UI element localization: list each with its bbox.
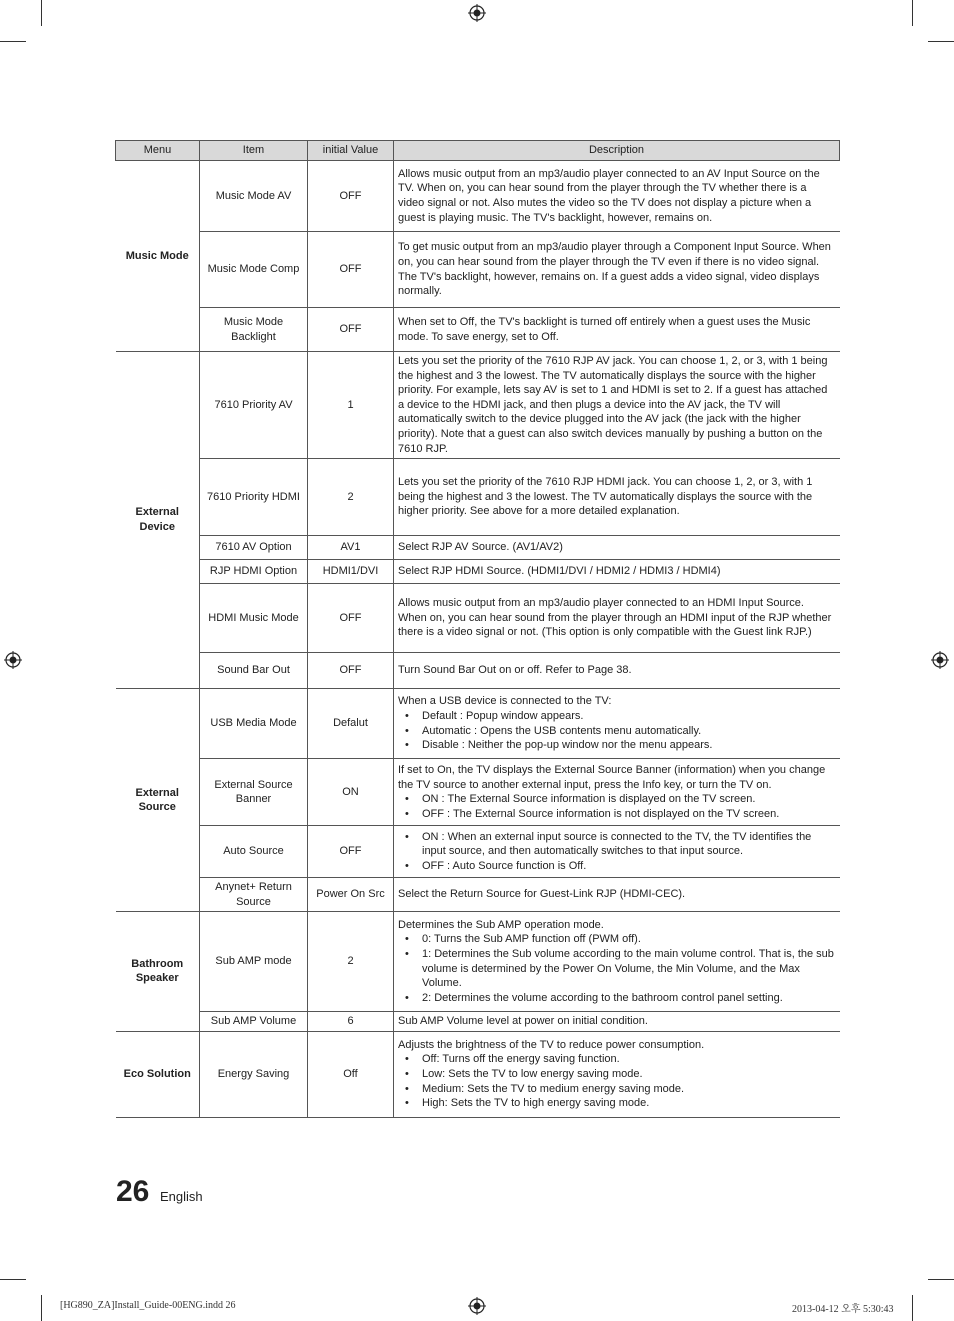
- crop-mark: [41, 0, 42, 26]
- table-row: [116, 560, 840, 584]
- footer-timestamp: 2013-04-12 오후 5:30:43: [792, 1304, 894, 1315]
- description-cell: [394, 232, 840, 308]
- item-cell: Sub AMP mode: [200, 912, 308, 1012]
- bullet-item: • Disable : Neither the pop-up window nor the menu appears.: [398, 738, 836, 753]
- registration-mark-icon: [4, 651, 22, 669]
- crop-mark: [928, 1279, 954, 1280]
- item-cell: Auto Source: [200, 826, 308, 878]
- table-row: [116, 161, 840, 232]
- description-cell: [394, 161, 840, 232]
- table-row: [116, 912, 840, 1012]
- description-cell: [394, 826, 840, 878]
- item-cell: Anynet+ Return Source: [200, 878, 308, 912]
- table-header-row: [116, 141, 840, 161]
- crop-mark: [928, 41, 954, 42]
- bullet-item: • 0: Turns the Sub AMP function off (PWM off).: [398, 932, 836, 947]
- description-cell: [394, 1031, 840, 1117]
- initial-value-cell: OFF: [308, 161, 394, 232]
- description-text: Allows music output from an mp3/audio player connected to an AV Input Source on the TV. When on, you can hear sound from the player through the TV whether there is a video signal or not. Also mutes the video so the TV does not display a picture when a guest is playing music. The TV's backlight, however, remains on.: [398, 167, 820, 224]
- item-cell: 7610 AV Option: [200, 536, 308, 560]
- page-language: English: [160, 1189, 203, 1204]
- bullet-item: • High: Sets the TV to high energy saving mode.: [398, 1096, 836, 1111]
- description-cell: [394, 912, 840, 1012]
- menu-cell: External Device: [116, 352, 200, 689]
- bullet-item: • Low: Sets the TV to low energy saving mode.: [398, 1067, 836, 1082]
- table-row: [116, 878, 840, 912]
- item-cell: USB Media Mode: [200, 689, 308, 759]
- table-row: [116, 759, 840, 826]
- description-text: If set to On, the TV displays the External Source Banner (information) when you change the TV source to another external input, press the Info key, or turn the TV on.: [398, 763, 826, 791]
- bullet-list: [398, 830, 836, 874]
- description-text: Determines the Sub AMP operation mode.: [398, 918, 604, 931]
- description-cell: [394, 878, 840, 912]
- initial-value-cell: Defalut: [308, 689, 394, 759]
- bullet-item: • Automatic : Opens the USB contents menu automatically.: [398, 724, 836, 739]
- crop-mark: [41, 1295, 42, 1321]
- item-cell: 7610 Priority HDMI: [200, 459, 308, 536]
- header-description: Description: [394, 141, 840, 161]
- bullet-list: [398, 792, 836, 821]
- bullet-item: • Off: Turns off the energy saving function.: [398, 1052, 836, 1067]
- table-row: [116, 459, 840, 536]
- initial-value-cell: OFF: [308, 653, 394, 689]
- description-text: Sub AMP Volume level at power on initial condition.: [398, 1015, 648, 1028]
- menu-cell: Bathroom Speaker: [116, 912, 200, 1032]
- description-cell: [394, 759, 840, 826]
- bullet-item: • ON : When an external input source is connected to the TV, the TV identifies the input source, and then automatically switches to that input source.: [398, 830, 836, 859]
- table-row: [116, 232, 840, 308]
- bullet-item: • Default : Popup window appears.: [398, 709, 836, 724]
- description-text: Lets you set the priority of the 7610 RJP AV jack. You can choose 1, 2, or 3, with 1 being the highest and 3 the lowest. The TV automatically displays the source with the higher priority. For example, lets say AV is set to 1 and HDMI is set to 2. If a guest has attached a device to the HDMI jack, and then plugs a device into the AV jack, the TV will automatically switch to the device plugged into the AV jack (the jack with the higher priority). Note that a guest can also switch devices manually by pushing a button on the 7610 RJP.: [398, 355, 828, 455]
- description-text: Select RJP AV Source. (AV1/AV2): [398, 541, 563, 554]
- item-cell: Music Mode AV: [200, 161, 308, 232]
- description-cell: [394, 352, 840, 459]
- description-cell: [394, 1012, 840, 1032]
- description-text: When set to Off, the TV's backlight is turned off entirely when a guest uses the Music mode. To save energy, set to Off.: [398, 315, 811, 343]
- table-row: [116, 584, 840, 653]
- table-body: [116, 161, 840, 1118]
- initial-value-cell: Power On Src: [308, 878, 394, 912]
- item-cell: HDMI Music Mode: [200, 584, 308, 653]
- description-text: Turn Sound Bar Out on or off. Refer to Page 38.: [398, 664, 632, 677]
- bullet-list: [398, 709, 836, 753]
- description-text: When a USB device is connected to the TV:: [398, 695, 612, 708]
- initial-value-cell: AV1: [308, 536, 394, 560]
- item-cell: External Source Banner: [200, 759, 308, 826]
- registration-mark-icon: [468, 4, 486, 22]
- table-row: [116, 1012, 840, 1032]
- header-menu: Menu: [116, 141, 200, 161]
- crop-mark: [0, 41, 26, 42]
- table-row: [116, 352, 840, 459]
- bullet-item: • 2: Determines the volume according to the bathroom control panel setting.: [398, 991, 836, 1006]
- crop-mark: [912, 0, 913, 26]
- menu-cell: Eco Solution: [116, 1031, 200, 1117]
- description-cell: [394, 308, 840, 352]
- bullet-item: • ON : The External Source information is displayed on the TV screen.: [398, 792, 836, 807]
- table-row: [116, 1031, 840, 1117]
- description-text: To get music output from an mp3/audio player through a Component Input Source. When on, you can hear sound from the player through the TV even if there is no video signal. The TV's backlight, however, remains on. If a guest adds a video signal, video displays normally.: [398, 241, 831, 298]
- settings-table: [115, 140, 840, 1118]
- initial-value-cell: 2: [308, 459, 394, 536]
- bullet-item: • Medium: Sets the TV to medium energy saving mode.: [398, 1082, 836, 1097]
- menu-cell: External Source: [116, 689, 200, 912]
- crop-mark: [0, 1279, 26, 1280]
- description-text: Select RJP HDMI Source. (HDMI1/DVI / HDMI2 / HDMI3 / HDMI4): [398, 565, 721, 578]
- table-row: [116, 689, 840, 759]
- initial-value-cell: OFF: [308, 826, 394, 878]
- item-cell: Music Mode Backlight: [200, 308, 308, 352]
- item-cell: Music Mode Comp: [200, 232, 308, 308]
- description-cell: [394, 689, 840, 759]
- item-cell: Sub AMP Volume: [200, 1012, 308, 1032]
- description-cell: [394, 560, 840, 584]
- initial-value-cell: 6: [308, 1012, 394, 1032]
- item-cell: Sound Bar Out: [200, 653, 308, 689]
- bullet-item: • OFF : Auto Source function is Off.: [398, 859, 836, 874]
- item-cell: RJP HDMI Option: [200, 560, 308, 584]
- table-row: [116, 536, 840, 560]
- bullet-list: [398, 932, 836, 1005]
- footer-file: [HG890_ZA]Install_Guide-00ENG.indd 26: [60, 1300, 236, 1311]
- description-text: Allows music output from an mp3/audio player connected to an HDMI Input Source. When on, you can hear sound from the player through an HDMI input of the RJP whether there is a video signal or not. (This option is only compatible with the Guest link RJP.): [398, 597, 832, 639]
- description-cell: [394, 459, 840, 536]
- table-row: [116, 653, 840, 689]
- item-cell: Energy Saving: [200, 1031, 308, 1117]
- initial-value-cell: HDMI1/DVI: [308, 560, 394, 584]
- menu-cell: Music Mode: [116, 161, 200, 352]
- bullet-list: [398, 1052, 836, 1110]
- crop-mark: [912, 1295, 913, 1321]
- initial-value-cell: Off: [308, 1031, 394, 1117]
- bullet-item: • 1: Determines the Sub volume according to the main volume control. That is, the sub volume is determined by the Power On Volume, the Min Volume, and the Max Volume.: [398, 947, 836, 991]
- registration-mark-icon: [931, 651, 949, 669]
- description-cell: [394, 536, 840, 560]
- table-row: [116, 308, 840, 352]
- description-cell: [394, 584, 840, 653]
- description-text: Lets you set the priority of the 7610 RJP HDMI jack. You can choose 1, 2, or 3, with 1 being the highest and 3 the lowest. The TV automatically displays the source with the higher priority. See above for a more detailed explanation.: [398, 476, 813, 518]
- header-initial-value: initial Value: [308, 141, 394, 161]
- table-row: [116, 826, 840, 878]
- initial-value-cell: OFF: [308, 232, 394, 308]
- bullet-item: • OFF : The External Source information is not displayed on the TV screen.: [398, 807, 836, 822]
- item-cell: 7610 Priority AV: [200, 352, 308, 459]
- initial-value-cell: 2: [308, 912, 394, 1012]
- initial-value-cell: OFF: [308, 308, 394, 352]
- description-cell: [394, 653, 840, 689]
- initial-value-cell: OFF: [308, 584, 394, 653]
- description-text: Select the Return Source for Guest-Link RJP (HDMI-CEC).: [398, 888, 686, 901]
- initial-value-cell: 1: [308, 352, 394, 459]
- page-number: 26: [116, 1175, 150, 1208]
- description-text: Adjusts the brightness of the TV to reduce power consumption.: [398, 1038, 705, 1051]
- initial-value-cell: ON: [308, 759, 394, 826]
- registration-mark-icon: [468, 1297, 486, 1315]
- header-item: Item: [200, 141, 308, 161]
